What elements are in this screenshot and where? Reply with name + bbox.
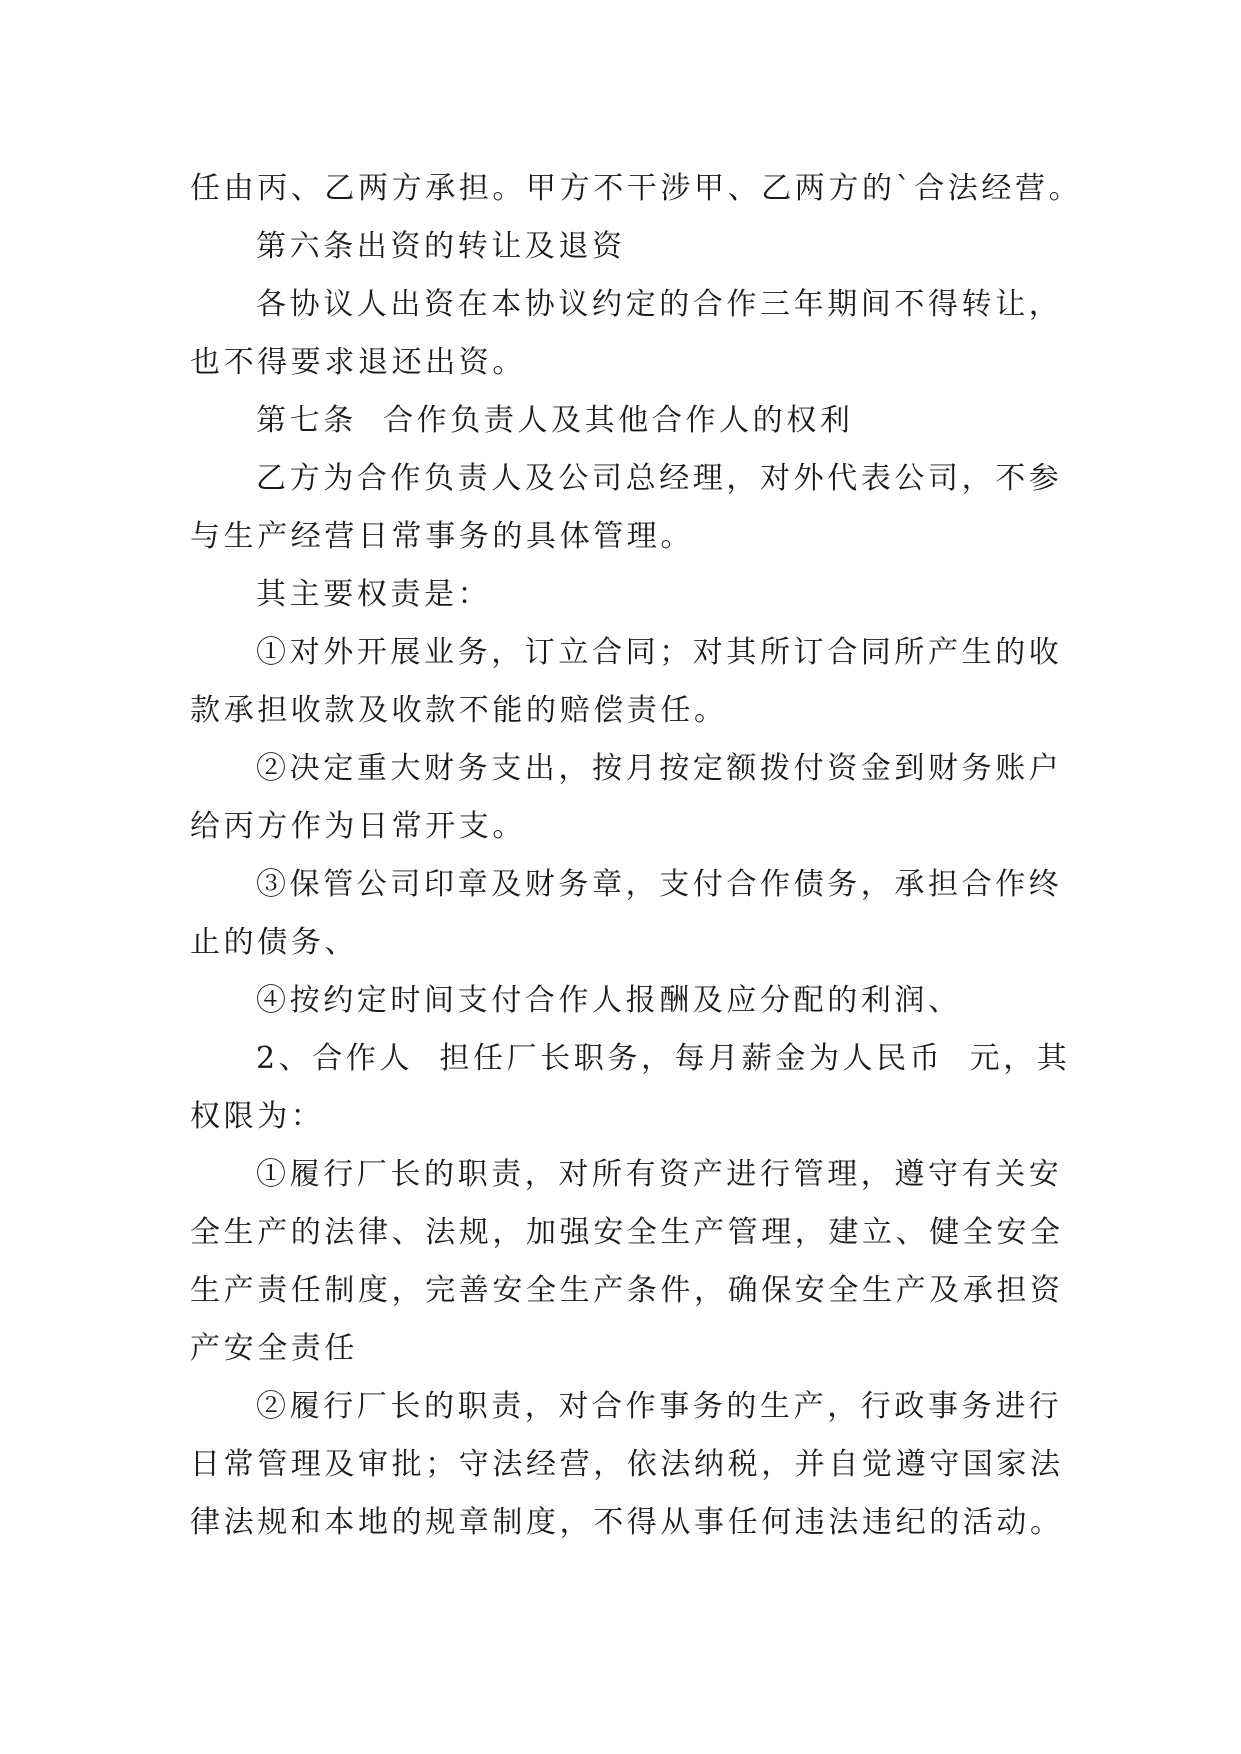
text-line: 日常管理及审批；守法经营，依法纳税，并自觉遵守国家法 [190,1447,1064,1482]
text-line: 权限为： [190,1099,325,1134]
document-body [190,160,1083,1552]
text-line: 律法规和本地的规章制度，不得从事任何违法违纪的活动。 [190,1505,1064,1540]
text-line: 乙方为合作负责人及公司总经理，对外代表公司，不参 [256,461,1063,496]
text-line: 与生产经营日常事务的具体管理。 [190,519,694,554]
text-line: 任由丙、乙两方承担。甲方不干涉甲、乙两方的`合法经营。 [190,171,1083,206]
text-line: 其主要权责是： [256,577,492,612]
text-line: 全生产的法律、法规，加强安全生产管理，建立、健全安全 [190,1215,1064,1250]
text-line: ①履行厂长的职责，对所有资产进行管理，遵守有关安 [256,1157,1063,1192]
text-line: ②决定重大财务支出，按月按定额拨付资金到财务账户 [256,751,1063,786]
text-line: 生产责任制度，完善安全生产条件，确保安全生产及承担资 [190,1273,1064,1308]
text-line: 第六条出资的转让及退资 [256,229,626,264]
text-line: 止的债务、 [190,925,358,960]
text-line: ③保管公司印章及财务章，支付合作债务，承担合作终 [256,867,1063,902]
text-line: 各协议人出资在本协议约定的合作三年期间不得转让， [256,287,1063,322]
text-line: 第七条 合作负责人及其他合作人的权利 [256,403,854,438]
text-line: 产安全责任 [190,1331,358,1366]
text-line: 2、合作人 担任厂长职务，每月薪金为人民币 元，其 [256,1041,1071,1076]
text-line: ④按约定时间支付合作人报酬及应分配的利润、 [256,983,962,1018]
text-line: 款承担收款及收款不能的赔偿责任。 [190,693,728,728]
text-line: ②履行厂长的职责，对合作事务的生产，行政事务进行 [256,1389,1063,1424]
text-line: 给丙方作为日常开支。 [190,809,526,844]
text-line: 也不得要求退还出资。 [190,345,526,380]
text-line: ①对外开展业务，订立合同；对其所订合同所产生的收 [256,635,1063,670]
